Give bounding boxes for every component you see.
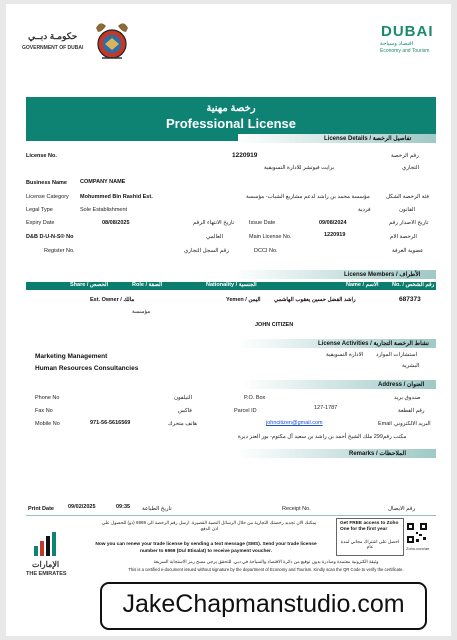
issue-ar: تاريخ الاصدار رقم <box>389 220 429 226</box>
activity-ar-2: استشارات الموارد <box>376 352 418 358</box>
phone-ar: التيلفون <box>174 395 193 401</box>
emirates-logo-icon <box>32 532 62 556</box>
print-date-label: Print Date <box>28 506 54 512</box>
zoho-en: Get FREE access to Zoho One for the first year <box>340 521 399 532</box>
member-role: Est. Owner / مالك <box>90 297 135 303</box>
activity-item-1: Marketing Management <box>35 353 108 360</box>
member-name-en: JOHN CITIZEN <box>255 322 294 328</box>
parcel-ar: رقم القطعة <box>398 408 425 414</box>
issue-value: 09/08/2024 <box>319 220 347 226</box>
business-name-value: COMPANY NAME <box>80 179 126 185</box>
renew-en: Now you can renew your trade license by sending a text message (SMS). Send your trade license number to 6969 (Du/ Etisalat) to receive payment voucher. <box>95 542 317 554</box>
address-heading: Address / العنوان <box>378 382 425 388</box>
email-label: Email <box>378 421 392 427</box>
remarks-heading: Remarks / الملاحظات <box>349 451 407 457</box>
mobile-ar: هاتف متحرك <box>168 421 198 427</box>
print-date-ar: تاريخ الطباعة <box>142 506 172 512</box>
register-label: Register No. <box>44 248 75 254</box>
col-no: No. / رقم الشخص <box>392 282 435 288</box>
legal-type-ar-value: فردية <box>358 207 371 213</box>
mobile-label: Mobile No <box>35 421 60 427</box>
member-no: 687373 <box>399 296 421 303</box>
duns-label: D&B D-U-N-S® No <box>26 234 74 240</box>
gov-en: GOVERNMENT OF DUBAI <box>22 45 84 51</box>
business-name-label: Business Name <box>26 180 67 186</box>
print-date-value: 09/02/2025 <box>68 504 96 510</box>
zoho-box[interactable] <box>336 518 404 556</box>
emirates-en: THE EMIRATES <box>26 571 67 577</box>
pobox-label: P.O. Box <box>244 395 266 401</box>
mobile-value: 971-56-5616569 <box>90 420 131 426</box>
expiry-label: Expiry Date <box>26 220 55 226</box>
activities-heading: License Activities / نشاط الرخصة التجارية <box>318 341 429 347</box>
license-no-label: License No. <box>26 153 57 159</box>
certified-en: This is a certified e-document issued without signature by the department of Economy and Tourism. Kindly scan the QR Code to verify the certificate. <box>128 567 404 572</box>
members-header-row <box>26 282 436 290</box>
email-ar: البريد الالكتروني <box>394 421 431 427</box>
fax-label: Fax No <box>35 408 53 414</box>
qr-code-icon[interactable] <box>406 522 428 544</box>
emblem-icon <box>90 18 134 62</box>
dcci-label: DCCI No. <box>254 248 278 254</box>
legal-type-ar-label: القانون <box>399 207 416 213</box>
license-document <box>6 4 451 636</box>
receipt-label: Receipt No. <box>282 506 311 512</box>
col-share: Share / الحصص <box>70 282 109 288</box>
duns-ar: العالمي <box>206 234 223 240</box>
col-nationality: Nationality / الجنسية <box>206 282 257 288</box>
activity-item-2: Human Resources Consultancies <box>35 365 139 372</box>
pobox-ar: صندوق بريد <box>394 395 421 401</box>
activity-ar-1: الادارة التسويقية <box>326 352 364 358</box>
trade-ar-label: التجاري <box>402 165 420 171</box>
receipt-ar: رقم الايصال <box>388 506 416 512</box>
col-name: Name / الاسم <box>346 282 379 288</box>
dubai-ar: اقتصاد وسياحة <box>380 41 414 47</box>
dubai-logo: DUBAI <box>381 23 434 40</box>
category-label: License Category <box>26 194 69 200</box>
emirates-ar: الإمارات <box>32 560 60 569</box>
expiry-value: 08/08/2025 <box>102 220 130 226</box>
title-en: Professional License <box>165 116 297 131</box>
member-role2: مؤسسة <box>132 309 151 315</box>
main-value: 1220919 <box>324 232 346 238</box>
license-details-heading: License Details / تفاصيل الرخصة <box>324 136 412 142</box>
remarks-bar <box>238 449 436 458</box>
gov-ar: حكومـة دبــي <box>28 31 78 41</box>
dubai-en: Economy and Tourism <box>380 48 430 54</box>
email-link[interactable]: johncitizen@gmail.com <box>266 420 323 426</box>
category-ar-label: فئة الرخصة الشكل <box>386 194 429 200</box>
print-time: 09:35 <box>116 504 131 510</box>
dcci-ar: عضوية الغرفة <box>392 248 424 254</box>
license-no-value: 1220919 <box>232 152 258 159</box>
fax-ar: فاكس <box>178 408 192 414</box>
expiry-ar: تاريخ الانتهاء الرقم <box>193 220 235 226</box>
print-divider <box>26 515 436 516</box>
col-role: Role / الصفة <box>132 282 163 288</box>
title-ar: رخصة مهنية <box>206 103 256 114</box>
category-ar-value: مؤسسة محمد بن راشد لدعم مشاريع الشباب- مؤسسة <box>246 194 370 200</box>
zoho-link[interactable]: Zoho.com/ae <box>406 546 430 551</box>
issue-label: Issue Date <box>249 220 276 226</box>
parcel-label: Parcel ID <box>234 408 257 414</box>
legal-type-value: Sole Establishment <box>80 207 128 213</box>
zoho-ar: احصل على اشتراك مجاني لمدة عام <box>340 539 400 549</box>
renew-ar: يمكنك الان تجديد رخصتك التجارية من خلال الرسائل النصية القصيرة. ارسل رقم الرخصة الى 6969 (دو) للحصول على اذن الدفع. <box>101 520 317 531</box>
license-no-ar: رقم الرخصة <box>391 153 419 159</box>
legal-type-label: Legal Type <box>26 207 53 213</box>
office-address-ar: مكتب رقم299 ملك الشيخ أحمد بن راشد بن سعيد آل مكتوم- بور العنز ديرة <box>238 434 407 440</box>
watermark-box <box>100 582 427 630</box>
trade-name-ar: برايت فيوتشر للادارة التسويقية <box>264 165 335 171</box>
main-label: Main License No. <box>249 234 292 240</box>
activity-ar-3: البشرية <box>402 363 420 369</box>
register-ar: رقم السجل التجاري <box>184 248 229 254</box>
main-ar: الرخصة الام <box>390 234 417 240</box>
parcel-value: 127-1787 <box>314 405 338 411</box>
watermark-text: JakeChapmanstudio.com <box>122 590 405 618</box>
member-name-ar: راشد الفضل حسين يعقوب الهاشمي <box>274 297 356 303</box>
certified-ar: وثيقة الكترونية معتمدة وصادرة بدون توقيع من دائرة الاقتصاد والسياحة في دبي. للتحقق يرجى مسح رمز الاستجابة السريعة <box>153 559 379 564</box>
phone-label: Phone No <box>35 395 60 401</box>
category-value: Mohummed Bin Rashid Est. <box>80 194 153 200</box>
member-nationality: Yemen / اليمن <box>226 297 261 303</box>
members-heading: License Members / الأطراف <box>344 272 421 278</box>
